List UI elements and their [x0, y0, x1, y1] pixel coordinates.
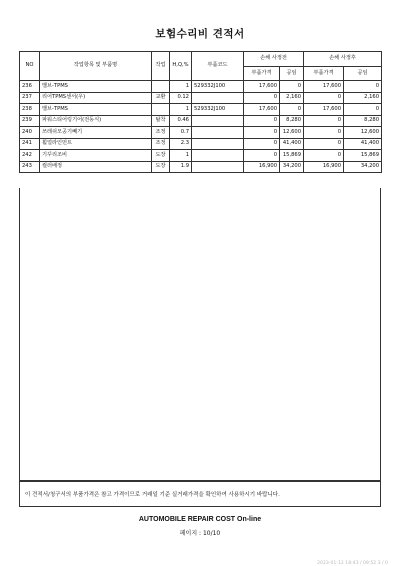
row-before-part-price: 0	[244, 150, 280, 162]
row-hq: 1	[170, 104, 192, 116]
row-after-part-price: 0	[304, 92, 344, 104]
row-hq: 0.7	[170, 127, 192, 139]
row-item: 기꾸리조비	[40, 150, 152, 162]
page-title: 보험수리비 견적서	[155, 28, 245, 40]
row-before-labor: 8,280	[280, 115, 304, 127]
row-after-part-price: 0	[304, 138, 344, 150]
footer-title: AUTOMOBILE REPAIR COST On-line	[138, 516, 262, 523]
header-after-assessment: 손해 사정후	[304, 52, 382, 67]
table-row	[20, 138, 382, 150]
row-after-labor: 34,200	[344, 161, 382, 173]
row-no: 237	[20, 92, 40, 104]
header-after-labor: 공임	[344, 67, 382, 81]
row-work: 조정	[152, 138, 170, 150]
page-number: 페이지 : 10/10	[179, 530, 221, 537]
row-after-part-price: 0	[304, 127, 344, 139]
row-work: 교환	[152, 92, 170, 104]
header-after-part-price: 부품가격	[304, 67, 344, 81]
table-row	[20, 127, 382, 139]
row-before-part-price: 0	[244, 138, 280, 150]
row-after-labor: 2,160	[344, 92, 382, 104]
header-part-code: 부품코드	[192, 52, 244, 81]
row-after-labor: 0	[344, 81, 382, 93]
row-before-part-price: 0	[244, 115, 280, 127]
row-before-labor: 12,600	[280, 127, 304, 139]
row-work	[152, 81, 170, 93]
row-part-code: 529332J100	[192, 104, 244, 116]
row-part-code	[192, 150, 244, 162]
row-part-code	[192, 138, 244, 150]
header-work-item: 작업항목 및 부품명	[40, 52, 152, 81]
row-before-labor: 0	[280, 81, 304, 93]
row-hq: 1	[170, 81, 192, 93]
row-work	[152, 104, 170, 116]
row-after-labor: 41,400	[344, 138, 382, 150]
row-hq: 2.3	[170, 138, 192, 150]
header-before-labor: 공임	[280, 67, 304, 81]
row-no: 236	[20, 81, 40, 93]
row-after-part-price: 0	[304, 115, 344, 127]
row-part-code: 529332J100	[192, 81, 244, 93]
header-before-part-price: 부품가격	[244, 67, 280, 81]
row-hq: 1.9	[170, 161, 192, 173]
row-item: 밸브-TPMS	[40, 81, 152, 93]
row-after-part-price: 17,600	[304, 81, 344, 93]
header-before-assessment: 손해 사정전	[244, 52, 304, 67]
table-row	[20, 115, 382, 127]
table-row	[20, 150, 382, 162]
header-hq: H,Q,%	[170, 52, 192, 81]
row-before-labor: 0	[280, 104, 304, 116]
row-part-code	[192, 161, 244, 173]
row-item: 파워스티어링기어(전동식)	[40, 115, 152, 127]
print-timestamp: 2023-01-12 18:43 / 09:52 3 / 0	[317, 561, 388, 566]
row-no: 241	[20, 138, 40, 150]
row-no: 243	[20, 161, 40, 173]
row-work: 탈착	[152, 115, 170, 127]
row-work: 조정	[152, 127, 170, 139]
header-work: 작업	[152, 52, 170, 81]
row-after-part-price: 0	[304, 150, 344, 162]
row-after-part-price: 16,900	[304, 161, 344, 173]
row-hq: 0.12	[170, 92, 192, 104]
row-after-part-price: 17,600	[304, 104, 344, 116]
row-work: 도장	[152, 150, 170, 162]
row-part-code	[192, 127, 244, 139]
row-hq: 0.46	[170, 115, 192, 127]
table-row	[20, 161, 382, 173]
row-before-part-price: 17,600	[244, 81, 280, 93]
row-before-part-price: 16,900	[244, 161, 280, 173]
row-no: 239	[20, 115, 40, 127]
row-before-part-price: 0	[244, 92, 280, 104]
disclaimer-note: 이 견적서/청구서의 부품가격은 참고 가격이므로 거래일 기준 실거래가격을 확인하여 사용하시기 바랍니다.	[19, 481, 381, 507]
row-before-labor: 34,200	[280, 161, 304, 173]
row-before-part-price: 0	[244, 127, 280, 139]
table-row	[20, 81, 382, 93]
row-item: 쓰레쉬모공기빼기	[40, 127, 152, 139]
row-after-labor: 12,600	[344, 127, 382, 139]
row-after-labor: 15,869	[344, 150, 382, 162]
row-item: 리어TPMS센서(우)	[40, 92, 152, 104]
row-item: 컬러배정	[40, 161, 152, 173]
row-item: 밸브-TPMS	[40, 104, 152, 116]
row-part-code	[192, 92, 244, 104]
table-body-frame	[19, 188, 381, 481]
row-no: 240	[20, 127, 40, 139]
row-part-code	[192, 115, 244, 127]
table-row	[20, 104, 382, 116]
estimate-table	[19, 51, 382, 173]
row-before-labor: 41,400	[280, 138, 304, 150]
row-after-labor: 8,280	[344, 115, 382, 127]
table-row	[20, 92, 382, 104]
row-no: 238	[20, 104, 40, 116]
row-before-labor: 2,160	[280, 92, 304, 104]
row-hq: 1	[170, 150, 192, 162]
row-after-labor: 0	[344, 104, 382, 116]
row-before-labor: 15,869	[280, 150, 304, 162]
row-no: 242	[20, 150, 40, 162]
row-item: 휠얼라인먼트	[40, 138, 152, 150]
header-no: NO	[20, 52, 40, 81]
row-before-part-price: 17,600	[244, 104, 280, 116]
row-work: 도장	[152, 161, 170, 173]
